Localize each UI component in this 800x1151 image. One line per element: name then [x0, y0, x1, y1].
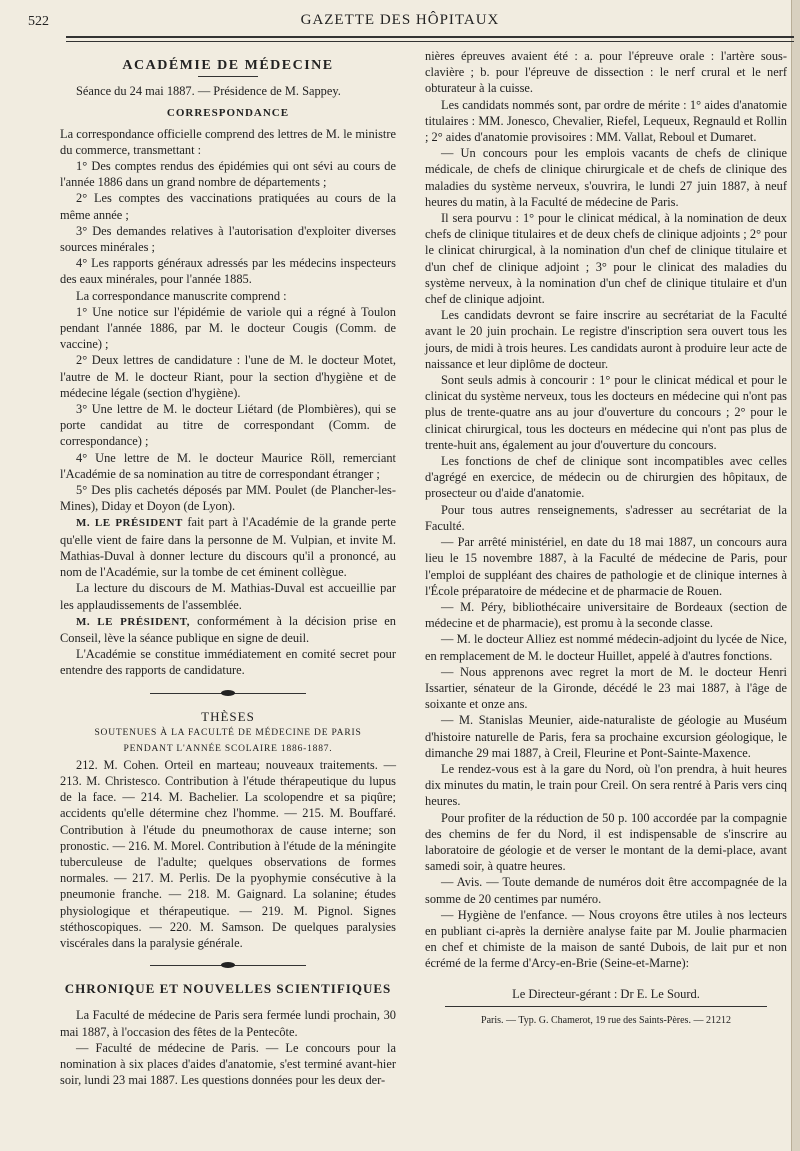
- section-separator: [60, 687, 396, 701]
- title-rule: [198, 76, 258, 77]
- right-paragraph: — Par arrêté ministériel, en date du 18 mai 1887, un concours aura lieu le 15 novembre 1887, à la Faculté de médecine de Paris, pour l'emploi de suppléant des chaires de pathologie et de clinique internes à l'École préparatoire de médecine et de pharmacie de Rouen.: [425, 535, 787, 598]
- corr-paragraph: 2° Deux lettres de candidature : l'une de M. le docteur Motet, l'autre de M. le docteur Riant, pour la section d'hygiène et de médecine légale (section d'hygiène).: [60, 353, 396, 400]
- chronique-paragraph: — Faculté de médecine de Paris. — Le concours pour la nomination à six places d'aides d'anatomie, s'est terminé avant-hier soir, lundi 23 mai 1887. Les questions données pour les deux der-: [60, 1040, 396, 1088]
- binding-edge: [791, 0, 800, 1151]
- right-paragraph: Pour tous autres renseignements, s'adresser au secrétariat de la Faculté.: [425, 502, 787, 533]
- right-paragraph: — M. Péry, bibliothécaire universitaire de Bordeaux (section de médecine et de pharmacie), est promu à la seconde classe.: [425, 599, 787, 631]
- corr-paragraph: 1° Une notice sur l'épidémie de variole qui a régné à Toulon pendant l'année 1886, par M. le docteur Cougis (Comm. de vaccine) ;: [60, 304, 396, 352]
- academie-title: ACADÉMIE DE MÉDECINE: [122, 58, 334, 73]
- theses-title: THÈSES: [201, 708, 255, 724]
- president2-paragraph: [60, 613, 396, 646]
- corr-paragraph: 3° Des demandes relatives à l'autorisation d'exploiter diverses sources minérales ;: [60, 223, 396, 255]
- chronique-title: CHRONIQUE ET NOUVELLES SCIENTIFIQUES: [64, 981, 392, 997]
- right-paragraph: Les fonctions de chef de clinique sont incompatibles avec celles d'agrégé en exercice, de médecin ou de chirurgien des hôpitaux, de prosecteur ou d'aide d'anatomie.: [425, 454, 787, 501]
- right-paragraph: Les candidats nommés sont, par ordre de mérite : 1° aides d'anatomie titulaires : MM. Jonesco, Chevalier, Riefel, Lequeux, Regnauld et Rollin ; 2° aides d'anatomie provisoires : MM. Vallat, Reboul et Dumaret.: [425, 97, 787, 145]
- president2-text: conformément à la décision prise en Conseil, lève la séance publique en signe de deuil.: [60, 613, 396, 645]
- lecture-paragraph: La lecture du discours de M. Mathias-Duval est accueillie par les applaudissements de l'assemblée.: [60, 581, 396, 612]
- session-line: Séance du 24 mai 1887. — Présidence de M. Sappey.: [76, 84, 341, 99]
- correspondance-heading: CORRESPONDANCE: [166, 107, 290, 120]
- header-rule-thin: [66, 41, 794, 42]
- left-column: [60, 48, 396, 1088]
- right-paragraph: — Nous apprenons avec regret la mort de M. le docteur Henri Issartier, sénateur de la Gironde, décédé le 23 mai 1887, à l'âge de soixante et onze ans.: [425, 664, 787, 712]
- running-title: GAZETTE DES HÔPITAUX: [300, 12, 500, 28]
- printer-line: Paris. — Typ. G. Chamerot, 19 rue des Saints-Pères. — 21212: [481, 1014, 731, 1026]
- president-label: M. LE PRÉSIDENT: [76, 517, 183, 530]
- comite-paragraph: L'Académie se constitue immédiatement en comité secret pour entendre des rapports de candidature.: [60, 647, 396, 678]
- right-paragraph: nières épreuves avaient été : a. pour l'épreuve orale : l'artère sous-clavière ; b. pour l'épreuve de dissection : le nerf crural et le nerf obturateur à la cuisse.: [425, 49, 787, 96]
- header-rule: [66, 36, 794, 38]
- president2-label: M. LE PRÉSIDENT,: [76, 615, 191, 628]
- corr-paragraph: 5° Des plis cachetés déposés par MM. Poulet (de Plancher-les-Mines), Diday et Doyon (de Lyon).: [60, 483, 396, 514]
- corr-paragraph: 4° Une lettre de M. le docteur Maurice Röll, remerciant l'Académie de sa nomination au titre de correspondant étranger ;: [60, 450, 396, 481]
- chronique-paragraph: La Faculté de médecine de Paris sera fermée lundi prochain, 30 mai 1887, à l'occasion des fêtes de la Pentecôte.: [60, 1008, 396, 1039]
- right-paragraph: — M. le docteur Alliez est nommé médecin-adjoint du lycée de Nice, en remplacement de M. le docteur Huillet, appelé à d'autres fonctions.: [425, 632, 787, 663]
- right-paragraph: — M. Stanislas Meunier, aide-naturaliste de géologie au Muséum d'histoire naturelle de Paris, fera sa prochaine excursion géologique, le dimanche 29 mai 1887, à Creil, Fleurine et Pont-Sainte-Maxence.: [425, 713, 787, 760]
- right-paragraph: Il sera pourvu : 1° pour le clinicat médical, à la nomination de deux chefs de clinique titulaires et de deux chefs de clinique adjoints ; 2° pour le clinicat chirurgical, à la nomination d'un chef de clinique titulaire et d'un chef de clinique adjoint ; 3° pour le clinicat des maladies du système nerveux, à la nomination d'un chef de clinique titulaire et d'un chef de clinique adjoint.: [425, 211, 787, 307]
- theses-list: 212. M. Cohen. Orteil en marteau; nouveaux traitements. — 213. M. Christesco. Contribution à l'étude thérapeutique du lupus de la face. — 214. M. Bachelier. La scolopendre et sa piqûre; accidents qu'elle détermine chez l'homme. — 215. M. Bouffaré. Contribution à l'étude du pneumothorax de cause interne; son pronostic. — 216. M. Morel. Contribution à l'étude de la méningite tuberculeuse de l'adulte; quelques observations de formes normales. — 217. M. Perlis. De la pyophymie consécutive à la pneumonie franche. — 218. M. Gaignard. La solanine; études physiologique et thérapeutique. — 219. M. Pignol. Signes stéthoscopiques. — 220. M. Samson. De quelques paralysies viscérales dans la paralysie générale.: [60, 757, 396, 950]
- president-text: fait part à l'Académie de la grande perte qu'elle vient de faire dans la personne de M. Vulpian, et invite M. Mathias-Duval à donner lecture du discours qu'il a prononcé, au nom de l'Académie, sur la tombe de cet éminent collègue.: [60, 515, 396, 580]
- page-number: 522: [28, 14, 49, 29]
- section-separator: [60, 959, 396, 973]
- corr-paragraph: 1° Des comptes rendus des épidémies qui ont sévi au cours de l'année 1886 dans un grand nombre de départements ;: [60, 159, 396, 190]
- corr-paragraph: 3° Une lettre de M. le docteur Liétard (de Plombières), qui se porte candidat au titre de correspondant (Comm. de correspondance) ;: [60, 402, 396, 449]
- directeur-gerant: Le Directeur-gérant : Dr E. Le Sourd.: [512, 986, 700, 1001]
- right-column: [425, 48, 787, 1029]
- right-paragraph: Sont seuls admis à concourir : 1° pour le clinicat médical et pour le clinicat du système nerveux, tous les docteurs en médecine qui n'ont pas plus de trente-quatre ans au jour d'ouverture du concours ; 2° pour le clinicat chirurgical, tous les docteurs en médecine qui n'ont pas plus de trente-huit ans, également au jour d'ouverture du concours.: [425, 373, 787, 452]
- theses-subtitle-2: PENDANT L'ANNÉE SCOLAIRE 1886-1887.: [123, 743, 333, 754]
- right-paragraph: — Avis. — Toute demande de numéros doit être accompagnée de la somme de 20 centimes par numéro.: [425, 875, 787, 906]
- corr-paragraph: La correspondance manuscrite comprend :: [76, 288, 287, 303]
- right-paragraph: Le rendez-vous est à la gare du Nord, où l'on prendra, à huit heures dix minutes du matin, le train pour Creil. On sera rentré à Paris vers cinq heures.: [425, 761, 787, 809]
- right-paragraph: — Un concours pour les emplois vacants de chefs de clinique médicale, de chefs de clinique chirurgicale et de chefs de clinique des maladies du système nerveux, s'ouvrira, le lundi 27 juin 1887, à neuf heures du matin, à la Faculté de médecine de Paris.: [425, 146, 787, 209]
- signature-rule: [445, 1006, 767, 1007]
- corr-paragraph: 2° Les comptes des vaccinations pratiquées au cours de la même année ;: [60, 191, 396, 222]
- president-paragraph: [60, 514, 396, 580]
- corr-paragraph: 4° Les rapports généraux adressés par les médecins inspecteurs des eaux minérales, pour l'année 1885.: [60, 256, 396, 287]
- right-paragraph: Pour profiter de la réduction de 50 p. 100 accordée par la compagnie des chemins de fer du Nord, il est indispensable de s'inscrire au laboratoire de géologie et de verser le montant de la demi-place, avant samedi soir, à quatre heures.: [425, 810, 787, 874]
- right-paragraph: — Hygiène de l'enfance. — Nous croyons être utiles à nos lecteurs en publiant ci-après la dernière analyse faite par M. Joulie pharmacien en chef et chimiste de la maison de santé Dubois, de lait pur et non écrémé de la ferme d'Arcy-en-Brie (Seine-et-Marne):: [425, 907, 787, 971]
- corr-paragraph: La correspondance officielle comprend des lettres de M. le ministre du commerce, transmettant :: [60, 126, 396, 157]
- right-paragraph: Les candidats devront se faire inscrire au secrétariat de la Faculté avant le 20 juin prochain. Le registre d'inscription sera ouvert tous les jours, de midi à trois heures. Les candidats auront à produire leur acte de naissance et leur diplôme de docteur.: [425, 308, 787, 371]
- theses-subtitle-1: SOUTENUES À LA FACULTÉ DE MÉDECINE DE PARIS: [94, 727, 362, 738]
